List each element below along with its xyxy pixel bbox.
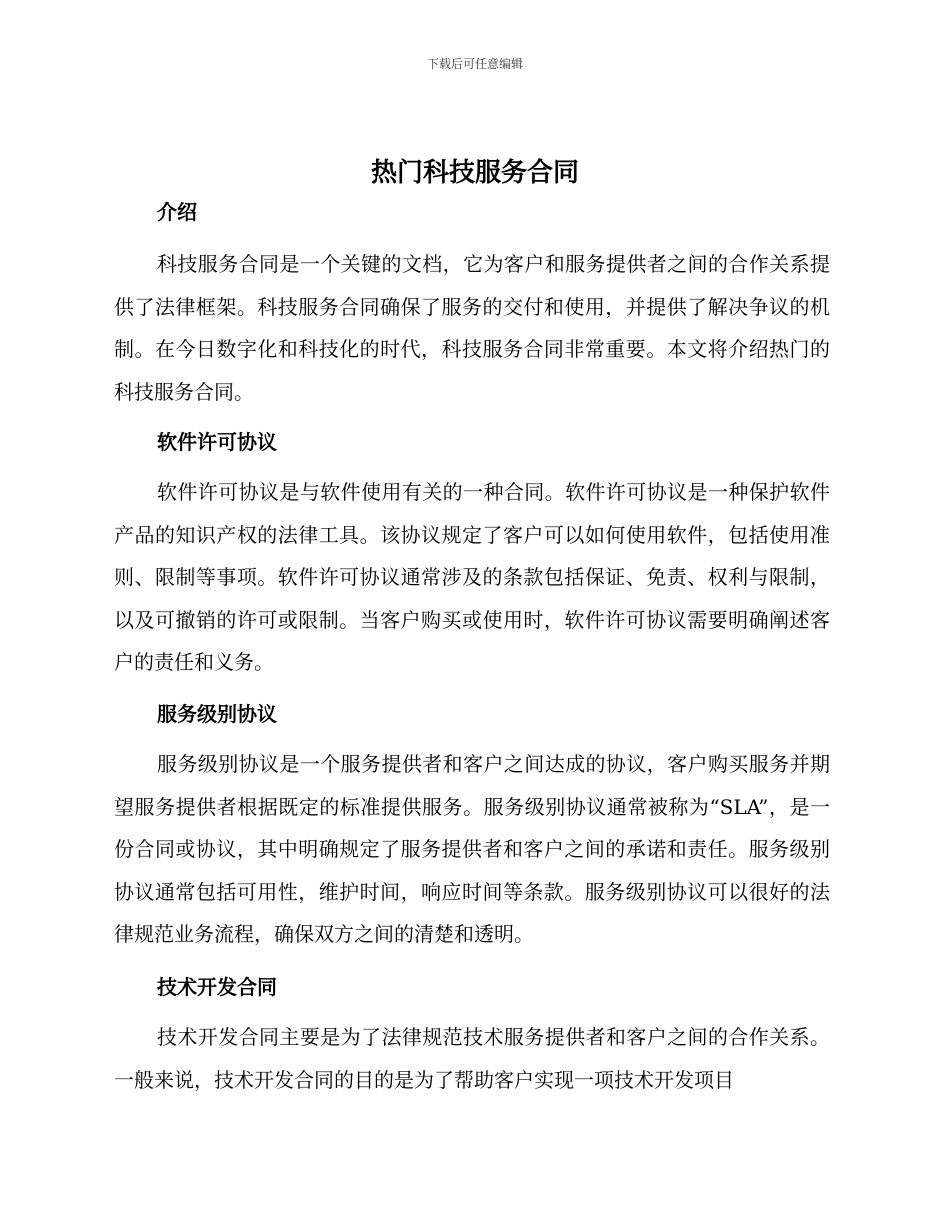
section-heading-tech-development: 技术开发合同 [157,975,277,999]
section-software-license [114,427,830,457]
section-intro [114,197,830,227]
section-intro-body [114,243,830,413]
paragraph-intro: 科技服务合同是一个关键的文档，它为客户和服务提供者之间的合作关系提供了法律框架。科技服务合同确保了服务的交付和使用，并提供了解决争议的机制。在今日数字化和科技化的时代，科技服务合同非常重要。本文将介绍热门的科技服务合同。 [114,252,830,404]
section-heading-sla: 服务级别协议 [157,702,277,726]
paragraph-sla: 服务级别协议是一个服务提供者和客户之间达成的协议，客户购买服务并期望服务提供者根据既定的标准提供服务。服务级别协议通常被称为“SLA”，是一份合同或协议，其中明确规定了服务提供者和客户之间的承诺和责任。服务级别协议通常包括可用性，维护时间，响应时间等条款。服务级别协议可以很好的法律规范业务流程，确保双方之间的清楚和透明。 [114,752,830,946]
paragraph-software-license: 软件许可协议是与软件使用有关的一种合同。软件许可协议是一种保护软件产品的知识产权的法律工具。该协议规定了客户可以如何使用软件，包括使用准则、限制等事项。软件许可协议通常涉及的条款包括保证、免责、权利与限制，以及可撤销的许可或限制。当客户购买或使用时，软件许可协议需要明确阐述客户的责任和义务。 [114,480,830,674]
header-note: 下载后可任意编辑 [426,57,523,71]
section-tech-development-body [114,1016,830,1101]
paragraph-tech-development: 技术开发合同主要是为了法律规范技术服务提供者和客户之间的合作关系。一般来说，技术开发合同的目的是为了帮助客户实现一项技术开发项目 [114,1025,830,1092]
section-tech-development [114,972,830,1002]
section-software-license-body [114,471,830,684]
section-heading-software-license: 软件许可协议 [157,430,277,454]
section-heading-intro: 介绍 [157,200,197,224]
document-title: 热门科技服务合同 [370,158,579,188]
section-sla [114,699,830,729]
section-sla-body [114,743,830,956]
